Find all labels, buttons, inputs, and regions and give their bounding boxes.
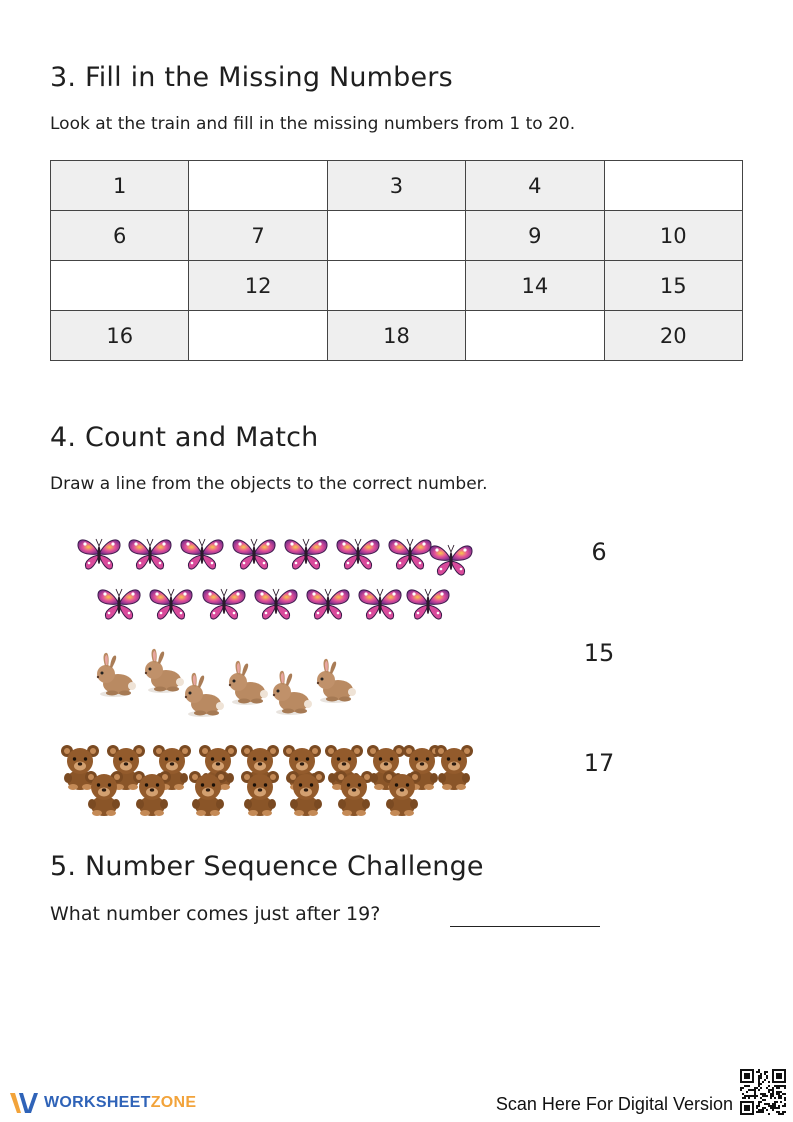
- number-cell: 10: [604, 211, 742, 261]
- teddy-bear-icon: [128, 768, 176, 816]
- number-cell: 14: [466, 261, 604, 311]
- number-cell: 16: [51, 311, 189, 361]
- teddy-bear-icon: [282, 768, 330, 816]
- teddy-bear-icon: [378, 768, 426, 816]
- missing-number-cell[interactable]: [327, 211, 465, 261]
- number-cell: 20: [604, 311, 742, 361]
- section3-title: 3. Fill in the Missing Numbers: [50, 62, 453, 93]
- match-number-2[interactable]: 15: [583, 639, 615, 667]
- number-cell: 9: [466, 211, 604, 261]
- number-cell: 1: [51, 161, 189, 211]
- missing-number-cell[interactable]: [466, 311, 604, 361]
- logo-text: WORKSHEETZONE: [44, 1094, 197, 1111]
- missing-number-cell[interactable]: [51, 261, 189, 311]
- rabbit-icon: [312, 656, 364, 708]
- butterfly-icon: [282, 534, 330, 574]
- missing-number-cell[interactable]: [189, 161, 327, 211]
- number-cell: 15: [604, 261, 742, 311]
- butterfly-icon: [304, 584, 352, 624]
- number-cell: 6: [51, 211, 189, 261]
- butterfly-icon: [427, 540, 475, 580]
- logo-w-icon: [8, 1090, 40, 1116]
- teddy-bear-icon: [236, 768, 284, 816]
- answer-blank[interactable]: [450, 926, 600, 927]
- match-number-1[interactable]: 6: [591, 538, 607, 566]
- section5-title: 5. Number Sequence Challenge: [50, 851, 484, 882]
- scan-text: Scan Here For Digital Version: [495, 1094, 733, 1114]
- butterfly-icon: [75, 534, 123, 574]
- teddy-bear-icon: [80, 768, 128, 816]
- number-grid: [50, 160, 743, 361]
- number-cell: 18: [327, 311, 465, 361]
- number-cell: 3: [327, 161, 465, 211]
- section4-instruction: Draw a line from the objects to the correct number.: [50, 474, 488, 494]
- qr-code-icon[interactable]: [740, 1069, 786, 1115]
- teddy-bear-icon: [330, 768, 378, 816]
- section3-instruction: Look at the train and fill in the missing numbers from 1 to 20.: [50, 114, 576, 134]
- grid-row: [51, 211, 743, 261]
- rabbit-icon: [92, 650, 144, 702]
- worksheetzone-logo: [8, 1090, 196, 1116]
- missing-number-cell[interactable]: [604, 161, 742, 211]
- butterfly-icon: [230, 534, 278, 574]
- grid-row: [51, 261, 743, 311]
- butterfly-icon: [252, 584, 300, 624]
- grid-row: [51, 161, 743, 211]
- butterfly-icon: [200, 584, 248, 624]
- butterfly-icon: [178, 534, 226, 574]
- section4-title: 4. Count and Match: [50, 422, 319, 453]
- missing-number-cell[interactable]: [189, 311, 327, 361]
- butterfly-icon: [404, 584, 452, 624]
- grid-row: [51, 311, 743, 361]
- butterfly-icon: [334, 534, 382, 574]
- match-number-3[interactable]: 17: [583, 749, 615, 777]
- butterfly-icon: [356, 584, 404, 624]
- butterfly-icon: [147, 584, 195, 624]
- section5-question: What number comes just after 19?: [50, 903, 381, 925]
- teddy-bear-icon: [430, 742, 478, 790]
- number-cell: 4: [466, 161, 604, 211]
- butterfly-icon: [126, 534, 174, 574]
- teddy-bear-icon: [184, 768, 232, 816]
- number-cell: 7: [189, 211, 327, 261]
- missing-number-cell[interactable]: [327, 261, 465, 311]
- butterfly-icon: [95, 584, 143, 624]
- number-cell: 12: [189, 261, 327, 311]
